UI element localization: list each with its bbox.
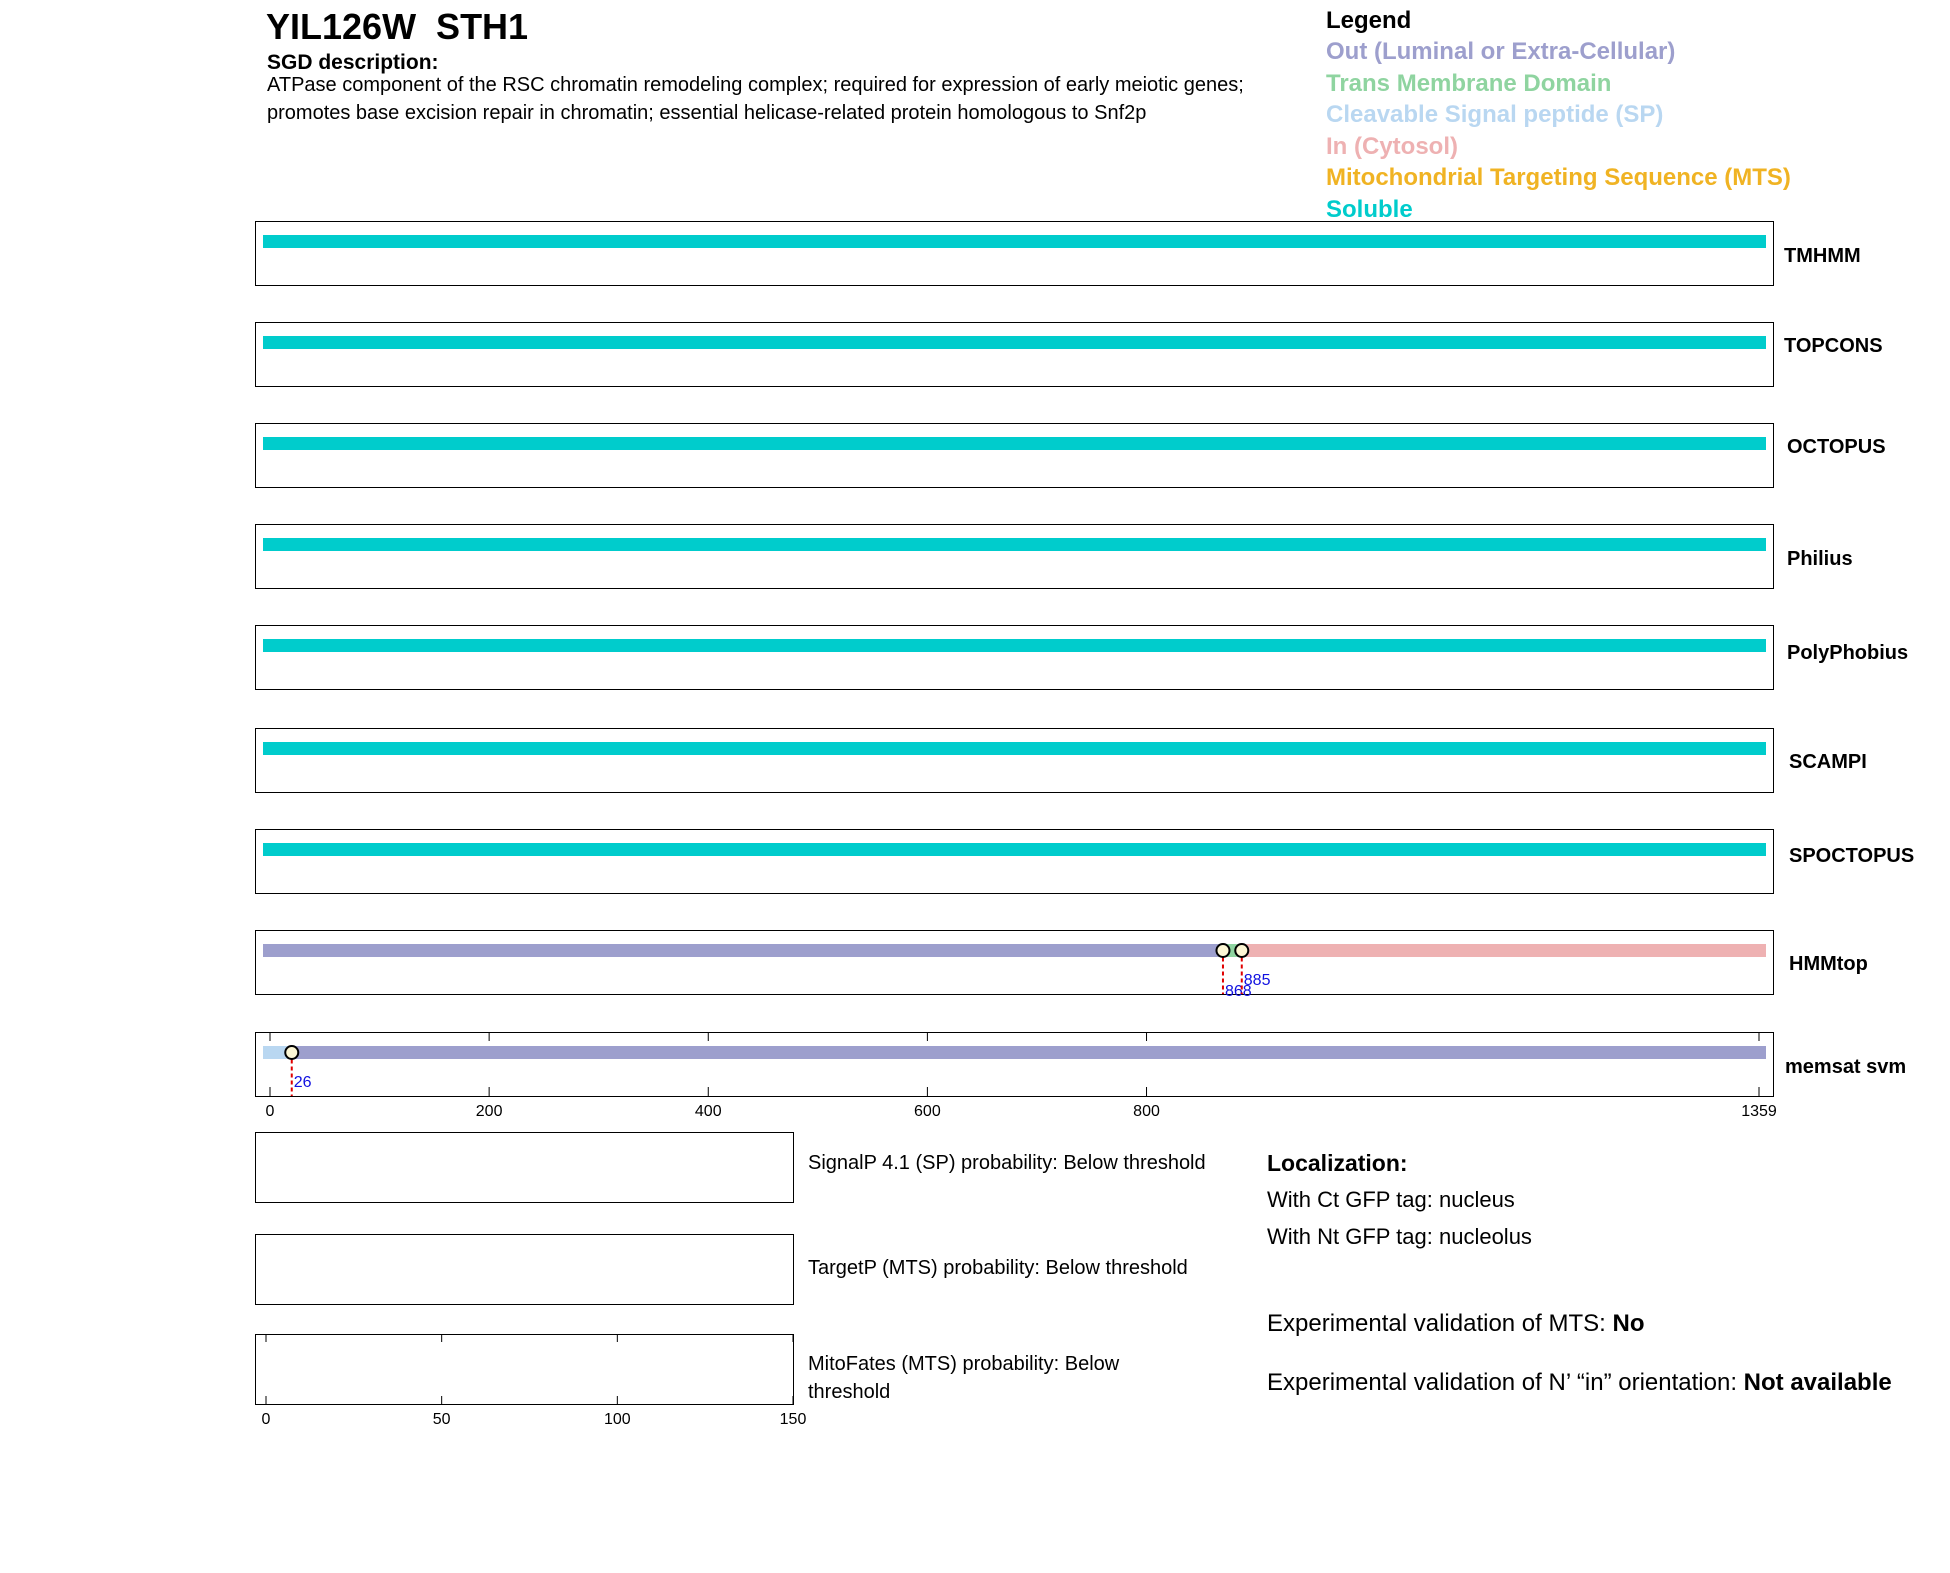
prob-frame-mitofates — [256, 1335, 794, 1405]
segment-hmmtop-2 — [1242, 944, 1766, 957]
prob-frame-signalp — [256, 1133, 794, 1203]
x-tick-label-200: 200 — [475, 1103, 503, 1120]
prob-label-targetp: TargetP (MTS) probability: Below threshold — [808, 1257, 1188, 1279]
sgd-description-label: SGD description: — [267, 51, 439, 74]
localization-title: Localization: — [1267, 1150, 1408, 1176]
sgd-description-text: ATPase component of the RSC chromatin remodeling complex; required for expression of early meiotic genes; promotes base excision repair in chromatin; essential helicase-related protein homologous to Snf2p — [267, 74, 1244, 124]
marker-label-hmmtop-885: 885 — [1243, 972, 1271, 989]
x-tick-label-800: 800 — [1133, 1103, 1160, 1120]
mts-validation-label: Experimental validation of MTS: — [1267, 1310, 1613, 1337]
marker-circle-hmmtop-868 — [1216, 944, 1229, 957]
segment-hmmtop-0 — [263, 944, 1223, 957]
prob-tick-label-100: 100 — [603, 1411, 631, 1428]
prob-tick-label-0: 0 — [261, 1411, 271, 1428]
orientation-validation-value: Not available — [1743, 1369, 1892, 1396]
marker-circle-memsat-svm-26 — [285, 1046, 298, 1059]
segment-tmhmm-0 — [263, 235, 1766, 248]
track-frame-tmhmm — [256, 222, 1774, 286]
x-tick-label-400: 400 — [694, 1103, 722, 1120]
prob-label-mitofates: MitoFates (MTS) probability: Below threshold — [808, 1353, 1120, 1403]
segment-scampi-0 — [263, 742, 1766, 755]
segment-octopus-0 — [263, 437, 1766, 450]
track-frame-scampi — [256, 729, 1774, 793]
localization-nt: With Nt GFP tag: nucleolus — [1267, 1224, 1532, 1249]
prob-frame-targetp — [256, 1235, 794, 1305]
x-tick-label-1359: 1359 — [1741, 1103, 1777, 1120]
track-frame-philius — [256, 525, 1774, 589]
segment-memsat-svm-1 — [292, 1046, 1766, 1059]
segment-spoctopus-0 — [263, 843, 1766, 856]
mts-validation-value: No — [1612, 1310, 1645, 1337]
segment-polyphobius-0 — [263, 639, 1766, 652]
track-frame-topcons — [256, 323, 1774, 387]
prob-label-signalp: SignalP 4.1 (SP) probability: Below threshold — [808, 1152, 1206, 1174]
orientation-validation-label: Experimental validation of N’ “in” orientation: — [1267, 1369, 1744, 1396]
legend-item-tm: Trans Membrane Domain — [1326, 69, 1612, 97]
track-label-spoctopus: SPOCTOPUS — [1789, 845, 1915, 867]
x-tick-label-0: 0 — [265, 1103, 275, 1120]
legend-item-soluble: Soluble — [1326, 195, 1413, 223]
track-label-hmmtop: HMMtop — [1789, 953, 1868, 975]
track-label-octopus: OCTOPUS — [1787, 436, 1886, 458]
orientation-validation — [1267, 1366, 1907, 1399]
track-label-philius: Philius — [1787, 548, 1853, 570]
track-label-memsat-svm: memsat svm — [1785, 1056, 1907, 1078]
prob-tick-label-50: 50 — [432, 1411, 451, 1428]
legend-title: Legend — [1326, 7, 1412, 34]
track-frame-spoctopus — [256, 830, 1774, 894]
mts-validation — [1267, 1307, 1644, 1340]
segment-topcons-0 — [263, 336, 1766, 349]
track-frame-polyphobius — [256, 626, 1774, 690]
legend-item-sp: Cleavable Signal peptide (SP) — [1326, 101, 1664, 128]
marker-label-memsat-svm-26: 26 — [293, 1074, 312, 1091]
segment-philius-0 — [263, 538, 1766, 551]
track-frame-memsat-svm — [256, 1033, 1774, 1097]
track-label-polyphobius: PolyPhobius — [1787, 642, 1909, 664]
x-tick-label-600: 600 — [914, 1103, 941, 1120]
page-title: YIL126W STH1 — [266, 6, 529, 47]
marker-circle-hmmtop-885 — [1235, 944, 1248, 957]
track-label-tmhmm: TMHMM — [1784, 245, 1861, 267]
localization-ct: With Ct GFP tag: nucleus — [1267, 1187, 1515, 1212]
track-frame-hmmtop — [256, 931, 1774, 995]
track-label-scampi: SCAMPI — [1789, 751, 1867, 773]
marker-label-hmmtop-868: 868 — [1224, 983, 1252, 1000]
legend-item-out: Out (Luminal or Extra-Cellular) — [1326, 38, 1676, 65]
prob-tick-label-150: 150 — [779, 1411, 807, 1428]
track-label-topcons: TOPCONS — [1784, 335, 1883, 357]
legend-item-in: In (Cytosol) — [1326, 132, 1458, 160]
legend-item-mts: Mitochondrial Targeting Sequence (MTS) — [1326, 164, 1791, 191]
track-frame-octopus — [256, 424, 1774, 488]
